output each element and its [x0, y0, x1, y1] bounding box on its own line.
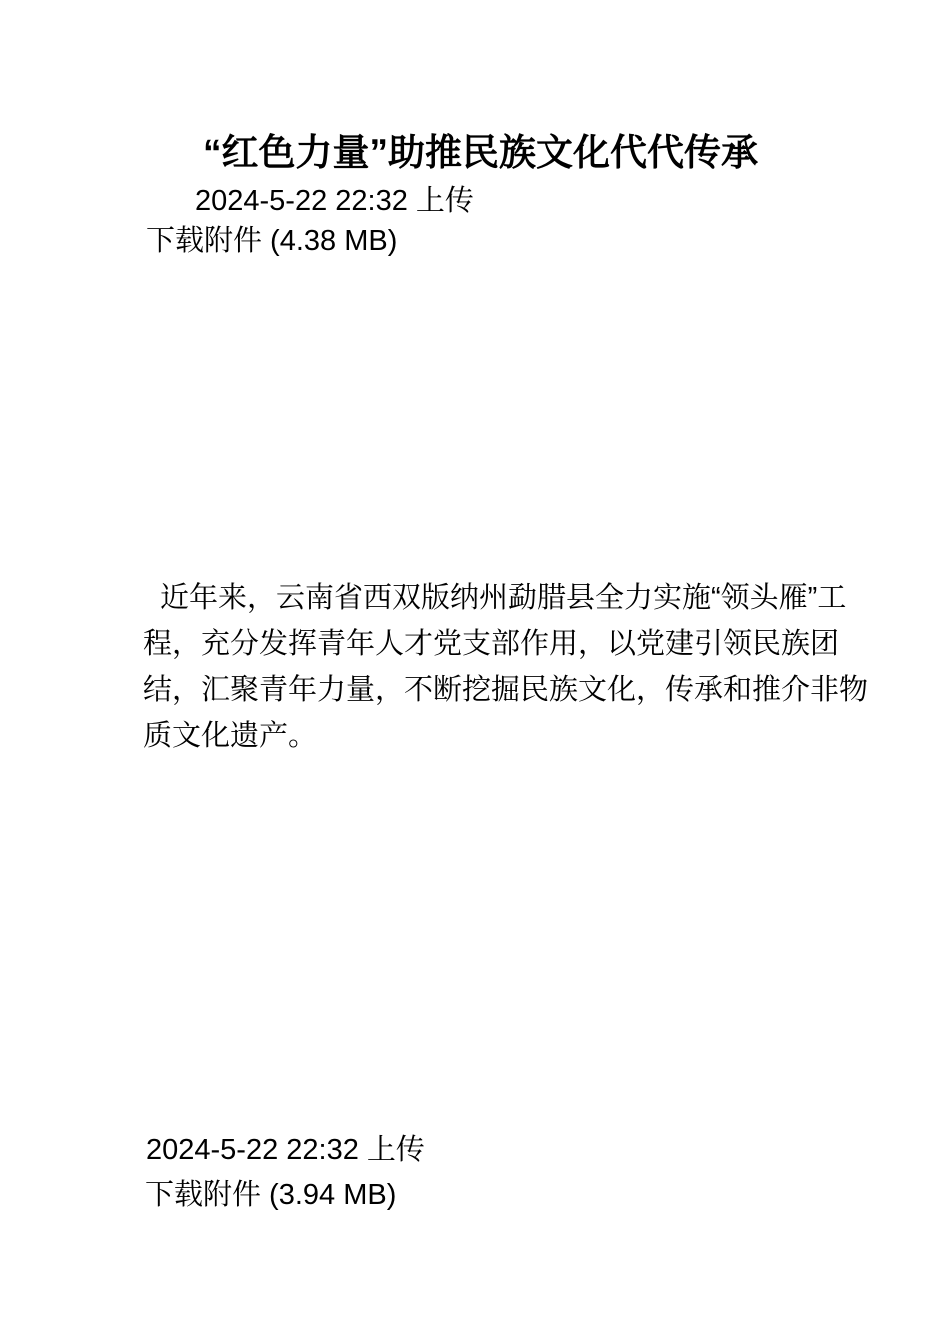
post-title: “红色力量”助推民族文化代代传承 — [203, 132, 758, 173]
upload-timestamp-top: 2024-5-22 22:32 上传 — [195, 185, 474, 217]
download-attachment-link-bottom[interactable]: 下载附件 (3.94 MB) — [145, 1179, 397, 1211]
post-body-paragraph — [143, 575, 903, 759]
paragraph-line-4: 质文化遗产。 — [143, 720, 318, 752]
paragraph-line-2: 程，充分发挥青年人才党支部作用，以党建引领民族团 — [143, 628, 840, 660]
attachment-image-area-bottom — [0, 820, 950, 1120]
paragraph-line-1: 近年来，云南省西双版纳州勐腊县全力实施“领头雁”工 — [160, 582, 847, 614]
upload-timestamp-bottom: 2024-5-22 22:32 上传 — [146, 1134, 425, 1166]
attachment-image-area-top — [0, 330, 950, 560]
paragraph-line-3: 结，汇聚青年力量，不断挖掘民族文化，传承和推介非物 — [143, 674, 869, 706]
download-attachment-link-top[interactable]: 下载附件 (4.38 MB) — [146, 225, 398, 257]
